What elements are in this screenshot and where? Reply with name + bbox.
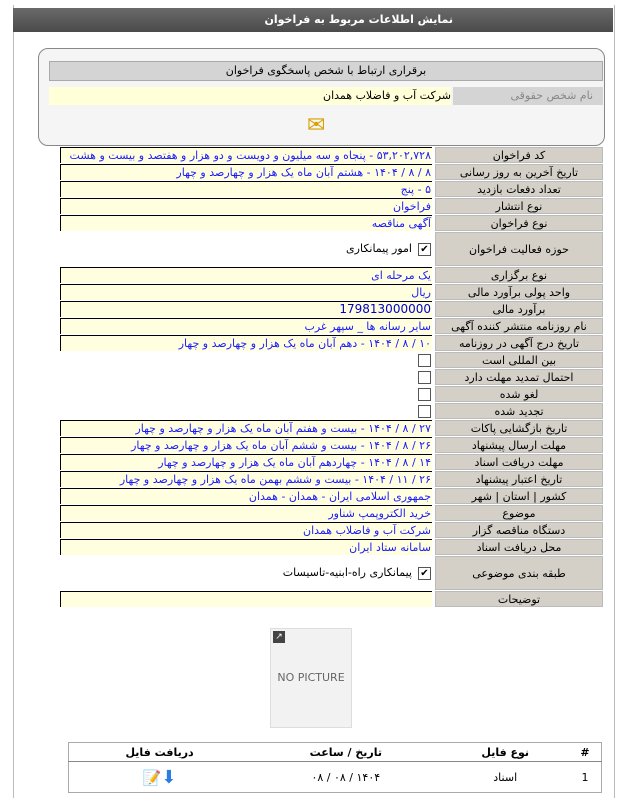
field-label: کد فراخوان bbox=[435, 147, 603, 163]
page-header bbox=[13, 8, 613, 32]
field-label: واحد پولی برآورد مالی bbox=[435, 284, 603, 300]
field-label: حوزه فعالیت فراخوان bbox=[435, 232, 603, 266]
field-label: مهلت دریافت اسناد bbox=[435, 454, 603, 470]
col-header: نوع فایل bbox=[441, 743, 569, 762]
checkbox[interactable]: ✔ bbox=[418, 567, 431, 580]
field-value: ریال bbox=[60, 284, 432, 300]
field-label: تاریخ درج آگهی در روزنامه bbox=[435, 335, 603, 351]
field-label: تجدید شده bbox=[435, 403, 603, 419]
table-row bbox=[69, 762, 602, 793]
col-header: # bbox=[569, 743, 602, 762]
form-row bbox=[60, 267, 603, 283]
field-label: لغو شده bbox=[435, 386, 603, 402]
file-date: ۱۴۰۴ / ۰۸ / ۰۸ bbox=[311, 770, 381, 784]
form-row bbox=[60, 181, 603, 197]
legal-name-value: شرکت آب و فاضلاب همدان bbox=[49, 87, 451, 105]
edit-icon[interactable]: 📝 bbox=[142, 768, 162, 787]
form-row bbox=[60, 198, 603, 214]
field-label: دستگاه مناقصه گزار bbox=[435, 522, 603, 538]
contact-panel bbox=[38, 48, 605, 146]
field-label: احتمال تمدید مهلت دارد bbox=[435, 369, 603, 385]
field-value: ۱۴ / ۸ / ۱۴۰۴ - چهاردهم آبان ماه یک هزار و چهارصد و چهار bbox=[60, 454, 432, 470]
field-label: مهلت ارسال پیشنهاد bbox=[435, 437, 603, 453]
field-label: برآورد مالی bbox=[435, 301, 603, 317]
checkbox[interactable]: ✔ bbox=[418, 243, 431, 256]
col-header: تاریخ / ساعت bbox=[250, 743, 441, 762]
form-row bbox=[60, 284, 603, 300]
form-row bbox=[60, 352, 603, 368]
field-value: خرید الکتروپمپ شناور bbox=[60, 505, 432, 521]
field-value: ۵۳,۲۰۲,۷۲۸ - پنجاه و سه میلیون و دویست و دو هزار و هفتصد و بیست و هشت bbox=[60, 147, 432, 163]
legal-name-label: نام شخص حقوقی bbox=[453, 87, 603, 105]
form-row bbox=[60, 318, 603, 334]
field-value: سامانه ستاد ایران bbox=[60, 539, 432, 555]
checkbox[interactable] bbox=[418, 388, 431, 401]
field-label: بین المللی است bbox=[435, 352, 603, 368]
form-row bbox=[60, 420, 603, 436]
field-label: نوع انتشار bbox=[435, 198, 603, 214]
form-row bbox=[60, 164, 603, 180]
files-table bbox=[68, 742, 602, 793]
row-activity bbox=[60, 232, 603, 266]
field-value: سایر رسانه ها _ سپهر غرب bbox=[60, 318, 432, 334]
no-picture-image bbox=[270, 628, 352, 728]
download-icon[interactable]: ⬇ bbox=[161, 766, 177, 788]
field-value: ۲۶ / ۸ / ۱۴۰۴ - بیست و ششم آبان ماه یک هزار و چهارصد و چهار bbox=[60, 437, 432, 453]
field-value: امور پیمانکاری bbox=[346, 242, 412, 255]
form-row bbox=[60, 539, 603, 555]
field-value: ۲۶ / ۱۱ / ۱۴۰۴ - بیست و ششم بهمن ماه یک هزار و چهارصد و چهار bbox=[60, 471, 432, 487]
field-value: ۸ / ۸ / ۱۴۰۴ - هشتم آبان ماه یک هزار و چهارصد و چهار bbox=[60, 164, 432, 180]
file-index: 1 bbox=[581, 770, 589, 784]
form-row bbox=[60, 403, 603, 419]
field-label: نوع فراخوان bbox=[435, 215, 603, 231]
field-label: طبقه بندی موضوعی bbox=[435, 556, 603, 590]
picture-corner-icon: ↗ bbox=[273, 631, 285, 643]
field-value: ۵ - پنج bbox=[60, 181, 432, 197]
checkbox[interactable] bbox=[418, 405, 431, 418]
field-value: یک مرحله ای bbox=[60, 267, 432, 283]
checkbox[interactable] bbox=[418, 354, 431, 367]
field-label: کشور | استان | شهر bbox=[435, 488, 603, 504]
file-type: اسناد bbox=[493, 770, 518, 784]
field-value: جمهوری اسلامی ایران - همدان - همدان bbox=[60, 488, 432, 504]
form-row bbox=[60, 335, 603, 351]
checkbox[interactable] bbox=[418, 371, 431, 384]
form-row bbox=[60, 369, 603, 385]
field-value: پیمانکاری راه-ابنیه-تاسیسات bbox=[282, 566, 412, 579]
row-category bbox=[60, 556, 603, 590]
field-value: 179813000000 bbox=[60, 301, 432, 317]
page-title: نمایش اطلاعات مربوط به فراخوان bbox=[264, 13, 453, 26]
form-row bbox=[60, 454, 603, 470]
field-label: نام روزنامه منتشر کننده آگهی bbox=[435, 318, 603, 334]
col-header: دریافت فایل bbox=[69, 743, 251, 762]
details-form bbox=[60, 147, 603, 608]
field-label: موضوع bbox=[435, 505, 603, 521]
description-value bbox=[60, 591, 432, 607]
row-description bbox=[60, 591, 603, 607]
field-label: تعداد دفعات بازدید bbox=[435, 181, 603, 197]
field-label: توضیحات bbox=[435, 591, 603, 607]
form-row bbox=[60, 301, 603, 317]
field-value: ۲۷ / ۸ / ۱۴۰۴ - بیست و هفتم آبان ماه یک هزار و چهارصد و چهار bbox=[60, 420, 432, 436]
field-value: شرکت آب و فاضلاب همدان bbox=[60, 522, 432, 538]
no-picture-text: NO PICTURE bbox=[277, 671, 345, 684]
field-value: فراخوان bbox=[60, 198, 432, 214]
field-label: تاریخ آخرین به روز رسانی bbox=[435, 164, 603, 180]
form-row bbox=[60, 386, 603, 402]
form-row bbox=[60, 505, 603, 521]
form-row bbox=[60, 147, 603, 163]
field-label: تاریخ اعتبار پیشنهاد bbox=[435, 471, 603, 487]
field-label: تاریخ بازگشایی پاکات bbox=[435, 420, 603, 436]
field-value: آگهی مناقصه bbox=[60, 215, 432, 231]
contact-button[interactable]: برقراری ارتباط با شخص پاسخگوی فراخوان bbox=[49, 61, 603, 81]
field-label: نوع برگزاری bbox=[435, 267, 603, 283]
form-row bbox=[60, 488, 603, 504]
envelope-icon[interactable]: ✉ bbox=[307, 113, 326, 138]
form-row bbox=[60, 215, 603, 231]
form-row bbox=[60, 437, 603, 453]
field-label: محل دریافت اسناد bbox=[435, 539, 603, 555]
field-value: ۱۰ / ۸ / ۱۴۰۴ - دهم آبان ماه یک هزار و چهارصد و چهار bbox=[60, 335, 432, 351]
form-row bbox=[60, 471, 603, 487]
form-row bbox=[60, 522, 603, 538]
